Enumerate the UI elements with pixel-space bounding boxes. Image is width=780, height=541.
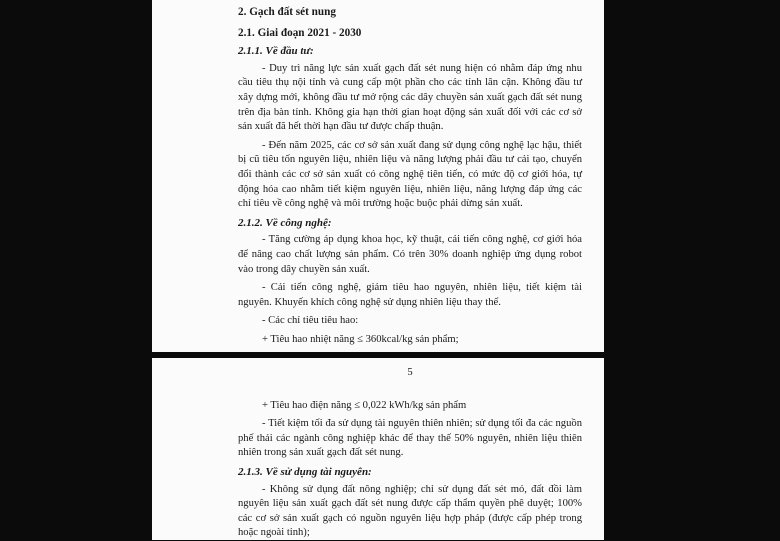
- document-page-1: [152, 0, 604, 352]
- document-page-2: [152, 358, 604, 540]
- page-number: 5: [407, 367, 413, 378]
- heat-consumption-item: + Tiêu hao nhiệt năng ≤ 360kcal/kg sản phẩm;: [262, 333, 459, 345]
- technology-paragraph-2: - Cải tiến công nghệ, giảm tiêu hao nguyên, nhiên liệu, tiết kiệm tài nguyên. Khuyến khích công nghệ sử dụng nhiên liệu thay thế.: [238, 282, 582, 308]
- investment-heading: 2.1.1. Về đầu tư:: [238, 45, 314, 58]
- section-heading: 2. Gạch đất sét nung: [238, 6, 336, 18]
- investment-paragraph-2: - Đến năm 2025, các cơ sở sản xuất đang sử dụng công nghệ lạc hậu, thiết bị cũ tiêu tốn nguyên liệu, nhiên liệu và năng lượng phải đầu tư cải tạo, chuyển đổi thành các cơ sở sản xuất có công nghệ tiên tiến, có mức độ cơ giới hóa, tự động hóa cao nhằm tiết kiệm nguyên liệu, nhiên liệu, năng lượng đáp ứng các chỉ tiêu về công nghệ và môi trường hoặc buộc phải dừng sản xuất.: [238, 139, 582, 210]
- consumption-intro: - Các chỉ tiêu tiêu hao:: [262, 315, 359, 327]
- technology-heading: 2.1.2. Về công nghệ:: [238, 216, 332, 229]
- resource-paragraph-2: - Không sử dụng đất nông nghiệp; chỉ sử dụng đất sét mỏ, đất đồi làm nguyên liệu sản xuất gạch đất sét nung được cấp thẩm quyền phê duyệt; 100% các cơ sở sản xuất gạch có nguồn nguyên liệu hợp pháp (được cấp phép trong hoặc ngoài tỉnh);: [238, 483, 582, 539]
- resource-heading: 2.1.3. Về sử dụng tài nguyên:: [238, 465, 372, 478]
- technology-paragraph-1: - Tăng cường áp dụng khoa học, kỹ thuật, cải tiến công nghệ, cơ giới hóa để nâng cao chất lượng sản phẩm. Có trên 30% doanh nghiệp ứng dụng robot vào trong dây chuyền sản xuất.: [238, 234, 582, 275]
- investment-paragraph-1: - Duy trì năng lực sản xuất gạch đất sét nung hiện có nhằm đáp ứng nhu cầu tiêu thụ nội tỉnh và cung cấp một phần cho các tỉnh lân cận. Không đầu tư xây dựng mới, không đầu tư mở rộng các dây chuyền sản xuất gạch đất sét nung trên địa bàn tỉnh. Không gia hạn thời gian hoạt động sản xuất đối với các cơ sở sản xuất đã hết thời hạn đầu tư được chấp thuận.: [238, 62, 582, 133]
- phase-heading: 2.1. Giai đoạn 2021 - 2030: [238, 26, 362, 39]
- electricity-consumption-item: + Tiêu hao điện năng ≤ 0,022 kWh/kg sản phẩm: [262, 399, 467, 411]
- resource-paragraph-1: - Tiết kiệm tối đa sử dụng tài nguyên thiên nhiên; sử dụng tối đa các nguồn phế thải các ngành công nghiệp khác để thay thế 50% nguyên, nhiên liệu thiên nhiên trong sản xuất gạch đất sét nung.: [238, 418, 582, 459]
